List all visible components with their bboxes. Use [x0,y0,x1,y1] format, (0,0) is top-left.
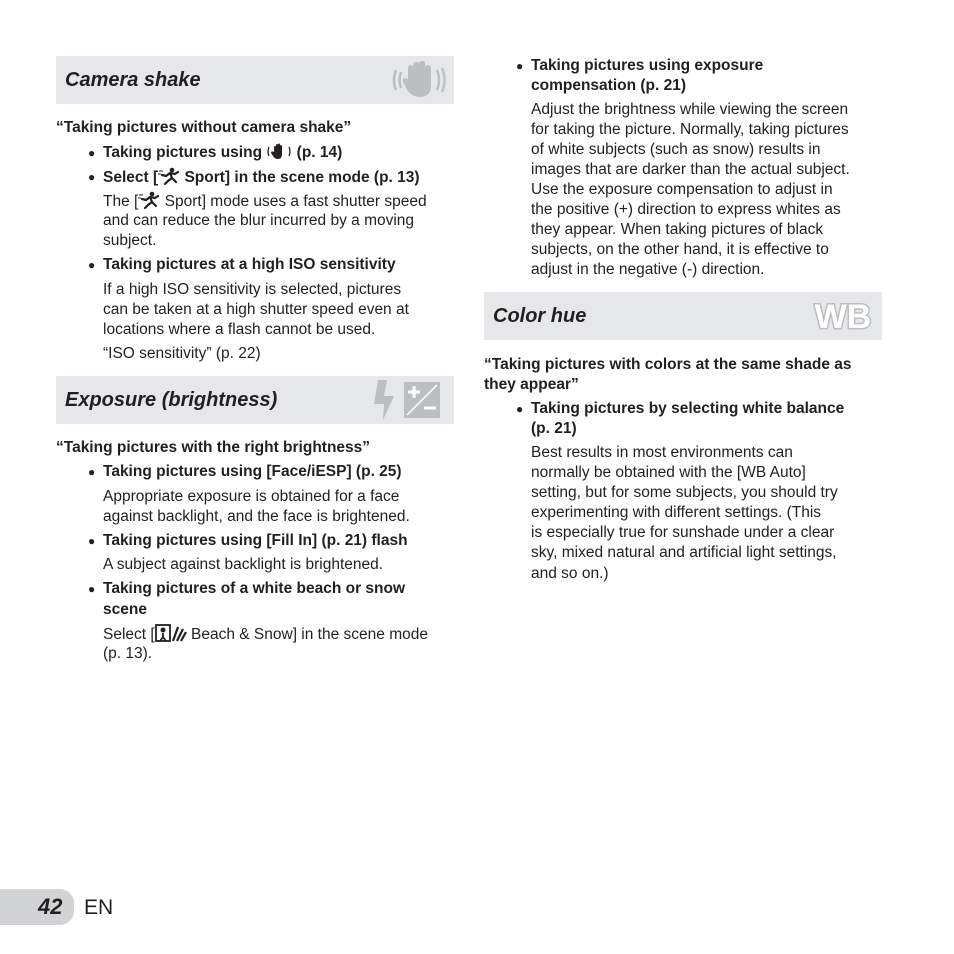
color-hue-header [484,292,882,340]
beach-snow-icon [155,624,187,648]
camera-shake-item3: Taking pictures at a high ISO sensitivity [103,256,396,273]
iso-sensitivity-reference: “ISO sensitivity” (p. 22) [103,345,261,362]
camera-shake-item2-body-l3: subject. [103,232,157,249]
bullet: ● [88,146,96,160]
item2-post-label: Sport] in the scene mode (p. 13) [184,169,420,186]
language-code: EN [84,896,114,919]
camera-shake-quote: “Taking pictures without camera shake” [56,119,352,136]
exposure-comp-body-line: of white subjects (such as snow) results in [531,141,821,158]
exposure-item3-body-l2: (p. 13). [103,645,153,662]
color-hue-body-line: is especially true for sunshade under a clear [531,524,835,541]
exposure-item1-body-l2: against backlight, and the face is brightened. [103,508,410,525]
camera-shake-item1 [103,143,342,166]
exposure-comp-body-line: Use the exposure compensation to adjust in [531,181,833,198]
bullet: ● [88,170,96,184]
bullet: ● [516,402,524,416]
exposure-item2: Taking pictures using [Fill In] (p. 21) flash [103,532,408,549]
exposure-item1-body-l1: Appropriate exposure is obtained for a face [103,488,400,505]
item2-pre-label: Select [ [103,169,159,186]
exposure-item1: Taking pictures using [Face/iESP] (p. 25) [103,463,402,480]
hand-shake-icon [266,143,292,166]
exposure-header [56,376,454,424]
white-balance-icon [808,298,878,339]
bullet: ● [88,465,96,479]
item2-body-post: Sport] mode uses a fast shutter speed [164,193,427,210]
color-hue-title: Color hue [493,305,587,327]
exposure-item3-l2: scene [103,601,147,618]
color-hue-body-line: experimenting with different settings. (This [531,504,822,521]
camera-shake-title: Camera shake [65,69,201,91]
exposure-comp-body-line: for taking the picture. Normally, taking pictures [531,121,849,138]
exposure-comp-body-line: subjects, on the other hand, it is effective to [531,241,829,258]
exposure-comp-item-l2: compensation (p. 21) [531,77,687,94]
bullet: ● [88,258,96,272]
exposure-comp-body-line: they appear. When taking pictures of black [531,221,824,238]
item1-pre-label: Taking pictures using [103,144,263,161]
color-hue-body-line: normally be obtained with the [WB Auto] [531,464,806,481]
wb-icon-text: WB [814,298,872,334]
image-stabilizer-icon [390,60,448,105]
exposure-comp-body-line: images that are darker than the actual subject. [531,161,850,178]
bullet: ● [88,582,96,596]
camera-shake-item3-body-l3: locations where a flash cannot be used. [103,321,376,338]
exposure-item3-l1: Taking pictures of a white beach or snow [103,580,406,597]
item1-post-label: (p. 14) [296,144,343,161]
color-hue-body-line: sky, mixed natural and artificial light settings, [531,544,837,561]
color-hue-body-line: and so on.) [531,565,609,582]
page-number: 42 [38,894,63,919]
camera-shake-header [56,56,454,104]
camera-shake-item2 [103,167,420,191]
exposure-compensation-icon [404,382,440,423]
color-hue-body-line: setting, but for some subjects, you should try [531,484,838,501]
bullet: ● [516,59,524,73]
exposure-item2-body: A subject against backlight is brightened. [103,556,384,573]
exposure-comp-item-l1: Taking pictures using exposure [531,57,764,74]
item3-body-post: Beach & Snow] in the scene mode [191,626,428,643]
color-hue-body-line: Best results in most environments can [531,444,793,461]
color-hue-item1-l1: Taking pictures by selecting white balance [531,400,845,417]
sport-icon [158,167,180,191]
item3-body-pre: Select [ [103,626,155,643]
exposure-comp-body-line: the positive (+) direction to express whites as [531,201,841,218]
exposure-comp-body-line: adjust in the negative (-) direction. [531,261,765,278]
color-hue-item1-l2: (p. 21) [531,420,577,437]
camera-shake-item3-body-l1: If a high ISO sensitivity is selected, pictures [103,281,402,298]
page-number-tab [0,889,74,925]
camera-shake-item2-body-l2: and can reduce the blur incurred by a moving [103,212,415,229]
exposure-quote: “Taking pictures with the right brightness” [56,439,371,456]
camera-shake-item3-body-l2: can be taken at a high shutter speed even at [103,301,409,318]
bullet: ● [88,534,96,548]
color-hue-quote-l2: they appear” [484,376,579,393]
color-hue-quote-l1: “Taking pictures with colors at the same shade as [484,356,852,373]
exposure-comp-body-line: Adjust the brightness while viewing the screen [531,101,849,118]
exposure-title: Exposure (brightness) [65,389,278,411]
item2-body-pre: The [ [103,193,139,210]
flash-icon [372,378,400,427]
